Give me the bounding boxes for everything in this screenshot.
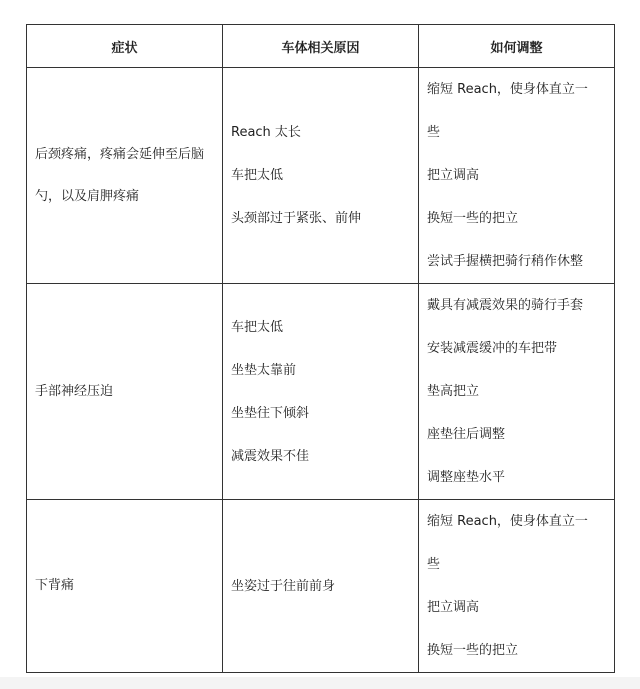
adjust-cell	[419, 500, 615, 673]
cause-item: 坐姿过于往前前身	[231, 578, 336, 594]
adjust-cell	[419, 284, 615, 500]
adjust-item: 尝试手握横把骑行稍作休整	[427, 254, 584, 269]
adjust-item: 换短一些的把立	[427, 643, 519, 658]
cause-cell	[223, 68, 419, 284]
cause-cell	[223, 500, 419, 673]
table-row	[27, 500, 615, 673]
adjust-item: 调整座垫水平	[427, 470, 506, 485]
symptom-cell	[27, 284, 223, 500]
cause-item: 头颈部过于紧张、前伸	[231, 211, 362, 226]
header-symptom: 症状	[27, 25, 223, 68]
adjust-item: 些	[427, 125, 441, 140]
table-header-row	[27, 25, 615, 68]
adjust-item: 缩短 Reach，使身体直立一	[427, 82, 588, 97]
bike-fit-table	[26, 24, 615, 673]
cause-item: 坐垫太靠前	[231, 362, 297, 378]
adjust-item: 安装减震缓冲的车把带	[427, 341, 558, 356]
adjust-item: 戴具有减震效果的骑行手套	[427, 298, 584, 313]
adjust-item: 把立调高	[427, 600, 480, 615]
table-row	[27, 68, 615, 284]
adjust-item: 垫高把立	[427, 384, 480, 399]
adjust-item: 把立调高	[427, 168, 480, 183]
cause-item: Reach 太长	[231, 125, 301, 140]
cause-item: 坐垫往下倾斜	[231, 405, 310, 421]
symptom-text: 下背痛	[35, 578, 75, 593]
symptom-text: 手部神经压迫	[35, 383, 114, 399]
symptom-cell	[27, 500, 223, 673]
cause-item: 车把太低	[231, 168, 284, 183]
header-cause: 车体相关原因	[223, 25, 419, 68]
symptom-cell	[27, 68, 223, 284]
adjust-item: 座垫往后调整	[427, 427, 506, 442]
adjust-item: 缩短 Reach，使身体直立一	[427, 514, 588, 529]
adjust-item: 些	[427, 557, 441, 572]
header-adjust: 如何调整	[419, 25, 615, 68]
adjust-cell	[419, 68, 615, 284]
cause-item: 减震效果不佳	[231, 448, 310, 464]
bottom-strip	[0, 677, 640, 689]
symptom-text: 后颈疼痛，疼痛会延伸至后脑勺，以及肩胛疼痛	[35, 146, 205, 204]
cause-cell	[223, 284, 419, 500]
table-row	[27, 284, 615, 500]
adjust-item: 换短一些的把立	[427, 211, 519, 226]
cause-item: 车把太低	[231, 319, 284, 335]
